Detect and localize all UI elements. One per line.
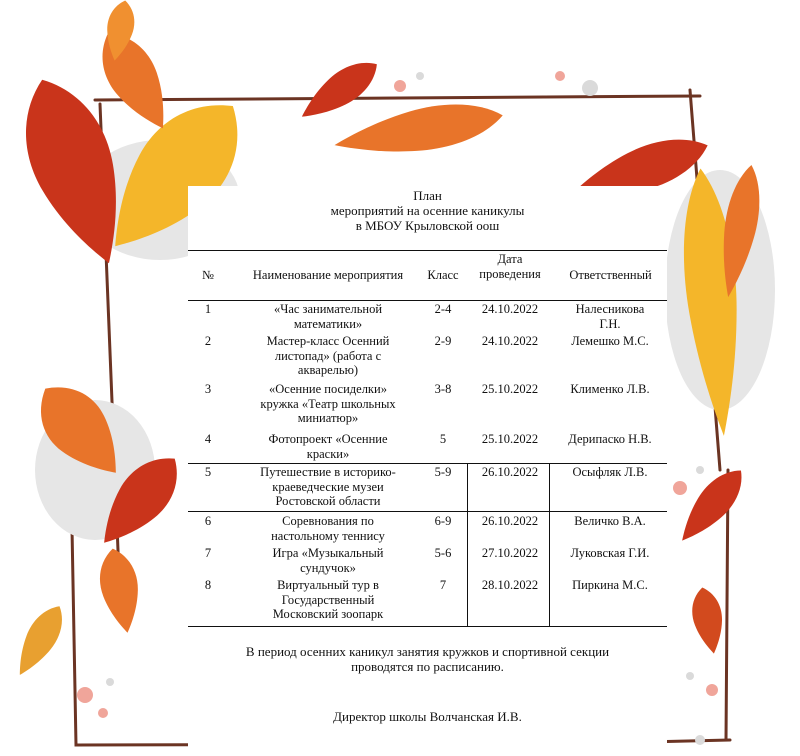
cell-date: 26.10.2022 — [481, 514, 539, 528]
doc-title-line1: План — [413, 188, 442, 203]
cell-resp: Величко В.А. — [574, 514, 646, 528]
leaf-left-low-orange — [94, 545, 145, 636]
table-border-bottom — [188, 626, 667, 627]
cell-num: 5 — [204, 465, 212, 479]
cell-date: 25.10.2022 — [481, 432, 539, 446]
cell-class: 5-6 — [434, 546, 452, 560]
cell-class: 7 — [439, 578, 447, 592]
cell-date: 25.10.2022 — [481, 382, 539, 396]
leaf-top-center-orange — [331, 95, 507, 166]
header-num: № — [202, 268, 214, 282]
cell-resp: Клименко Л.В. — [570, 382, 650, 396]
table-divider-2 — [188, 511, 667, 512]
cell-class: 5 — [439, 432, 447, 446]
doc-title-line3: в МБОУ Крыловской оош — [355, 218, 500, 233]
cell-date: 24.10.2022 — [481, 302, 539, 316]
cell-num: 3 — [204, 382, 212, 396]
cell-num: 7 — [204, 546, 212, 560]
header-name: Наименование мероприятия — [252, 268, 404, 282]
leaf-top-center-red — [293, 51, 386, 129]
cell-date: 26.10.2022 — [481, 465, 539, 479]
cell-resp: Дерипаско Н.В. — [568, 432, 652, 446]
cell-resp: Луковская Г.И. — [570, 546, 650, 560]
cell-date: 28.10.2022 — [481, 578, 539, 592]
director-signature: Директор школы Волчанская И.В. — [333, 709, 522, 724]
cell-class: 2-4 — [434, 302, 452, 316]
cell-class: 5-9 — [434, 465, 452, 479]
cell-name: Фотопроект «Осенние краски» — [268, 432, 388, 461]
cell-date: 24.10.2022 — [481, 334, 539, 348]
cell-name: Мастер-класс Осенний листопад» (работа с акварелью) — [266, 334, 390, 377]
leaf-right-bottom-red — [688, 585, 728, 656]
cell-name: Виртуальный тур в Государственный Московский зоопарк — [272, 578, 384, 621]
table-col-line — [549, 463, 550, 626]
leaf-left-bottom-yellow — [7, 599, 72, 682]
cell-num: 1 — [204, 302, 212, 316]
cell-name: «Час занимательной математики» — [273, 302, 383, 331]
document-sheet — [188, 186, 667, 748]
header-resp: Ответственный — [569, 268, 652, 282]
table-header-bottom — [188, 300, 667, 301]
leaf-right-low-red — [670, 460, 753, 550]
cell-class: 3-8 — [434, 382, 452, 396]
cell-resp: Налесникова Г.Н. — [575, 302, 645, 331]
header-date: Дата проведения — [479, 252, 541, 281]
cell-resp: Осыфляк Л.В. — [572, 465, 648, 479]
cell-name: «Осенние посиделки» кружка «Театр школьных миниатюр» — [260, 382, 396, 425]
doc-title-line2: мероприятий на осенние каникулы — [330, 203, 525, 218]
table-divider-1 — [188, 463, 667, 464]
header-class: Класс — [427, 268, 459, 282]
cell-name: Игра «Музыкальный сундучок» — [272, 546, 384, 575]
cell-resp: Лемешко М.С. — [571, 334, 649, 348]
cell-num: 4 — [204, 432, 212, 446]
cell-num: 6 — [204, 514, 212, 528]
cell-date: 27.10.2022 — [481, 546, 539, 560]
cell-name: Путешествие в историко- краеведческие музеи Ростовской области — [260, 465, 396, 508]
cell-num: 8 — [204, 578, 212, 592]
table-border-top — [188, 250, 667, 251]
note-line2: проводятся по расписанию. — [351, 659, 504, 674]
cell-class: 2-9 — [434, 334, 452, 348]
cell-class: 6-9 — [434, 514, 452, 528]
cell-num: 2 — [204, 334, 212, 348]
note-line1: В период осенних каникул занятия кружков и спортивной секции — [245, 644, 610, 659]
cell-name: Соревнования по настольному теннису — [271, 514, 385, 543]
table-col-line — [467, 463, 468, 626]
cell-resp: Пиркина М.С. — [572, 578, 648, 592]
